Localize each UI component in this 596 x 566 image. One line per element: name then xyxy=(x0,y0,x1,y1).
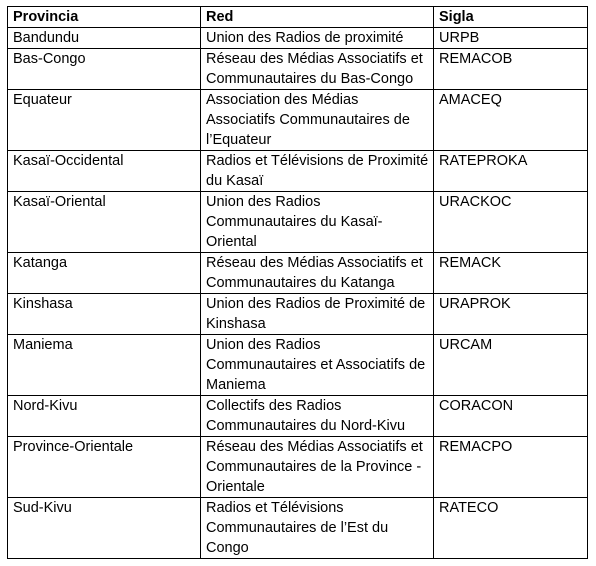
cell-red: Réseau des Médias Associatifs et Communautaires de la Province -Orientale xyxy=(201,437,434,498)
cell-provincia: Bandundu xyxy=(8,28,201,49)
table-header xyxy=(8,7,588,28)
cell-provincia: Kasaï-Oriental xyxy=(8,192,201,253)
table-row xyxy=(8,49,588,90)
cell-sigla: AMACEQ xyxy=(434,90,588,151)
cell-provincia: Nord-Kivu xyxy=(8,396,201,437)
cell-red: Radios et Télévisions de Proximité du Kasaï xyxy=(201,151,434,192)
table-row xyxy=(8,90,588,151)
cell-provincia: Bas-Congo xyxy=(8,49,201,90)
cell-sigla: URCAM xyxy=(434,335,588,396)
cell-provincia: Katanga xyxy=(8,253,201,294)
cell-red: Union des Radios Communautaires et Associatifs de Maniema xyxy=(201,335,434,396)
cell-provincia: Maniema xyxy=(8,335,201,396)
header-provincia: Provincia xyxy=(8,7,201,28)
table-row xyxy=(8,192,588,253)
cell-sigla: REMACK xyxy=(434,253,588,294)
cell-sigla: RATECO xyxy=(434,498,588,559)
cell-red: Association des Médias Associatifs Communautaires de l’Equateur xyxy=(201,90,434,151)
cell-red: Collectifs des Radios Communautaires du Nord-Kivu xyxy=(201,396,434,437)
cell-sigla: REMACOB xyxy=(434,49,588,90)
cell-red: Réseau des Médias Associatifs et Communautaires du Bas-Congo xyxy=(201,49,434,90)
table-row xyxy=(8,253,588,294)
cell-provincia: Kasaï-Occidental xyxy=(8,151,201,192)
cell-sigla: URPB xyxy=(434,28,588,49)
cell-red: Union des Radios Communautaires du Kasaï-Oriental xyxy=(201,192,434,253)
table-row xyxy=(8,396,588,437)
table-body xyxy=(8,28,588,559)
cell-sigla: RATEPROKA xyxy=(434,151,588,192)
header-red: Red xyxy=(201,7,434,28)
cell-red: Réseau des Médias Associatifs et Communautaires du Katanga xyxy=(201,253,434,294)
table-row xyxy=(8,151,588,192)
cell-red: Radios et Télévisions Communautaires de l’Est du Congo xyxy=(201,498,434,559)
cell-sigla: URAPROK xyxy=(434,294,588,335)
table-row xyxy=(8,437,588,498)
table-row xyxy=(8,498,588,559)
cell-red: Union des Radios de proximité xyxy=(201,28,434,49)
table-row xyxy=(8,294,588,335)
cell-red: Union des Radios de Proximité de Kinshasa xyxy=(201,294,434,335)
cell-sigla: CORACON xyxy=(434,396,588,437)
table-row xyxy=(8,28,588,49)
table-row xyxy=(8,335,588,396)
header-row xyxy=(8,7,588,28)
header-sigla: Sigla xyxy=(434,7,588,28)
cell-provincia: Sud-Kivu xyxy=(8,498,201,559)
cell-provincia: Province-Orientale xyxy=(8,437,201,498)
cell-sigla: REMACPO xyxy=(434,437,588,498)
cell-sigla: URACKOC xyxy=(434,192,588,253)
cell-provincia: Kinshasa xyxy=(8,294,201,335)
cell-provincia: Equateur xyxy=(8,90,201,151)
networks-table xyxy=(7,6,588,559)
